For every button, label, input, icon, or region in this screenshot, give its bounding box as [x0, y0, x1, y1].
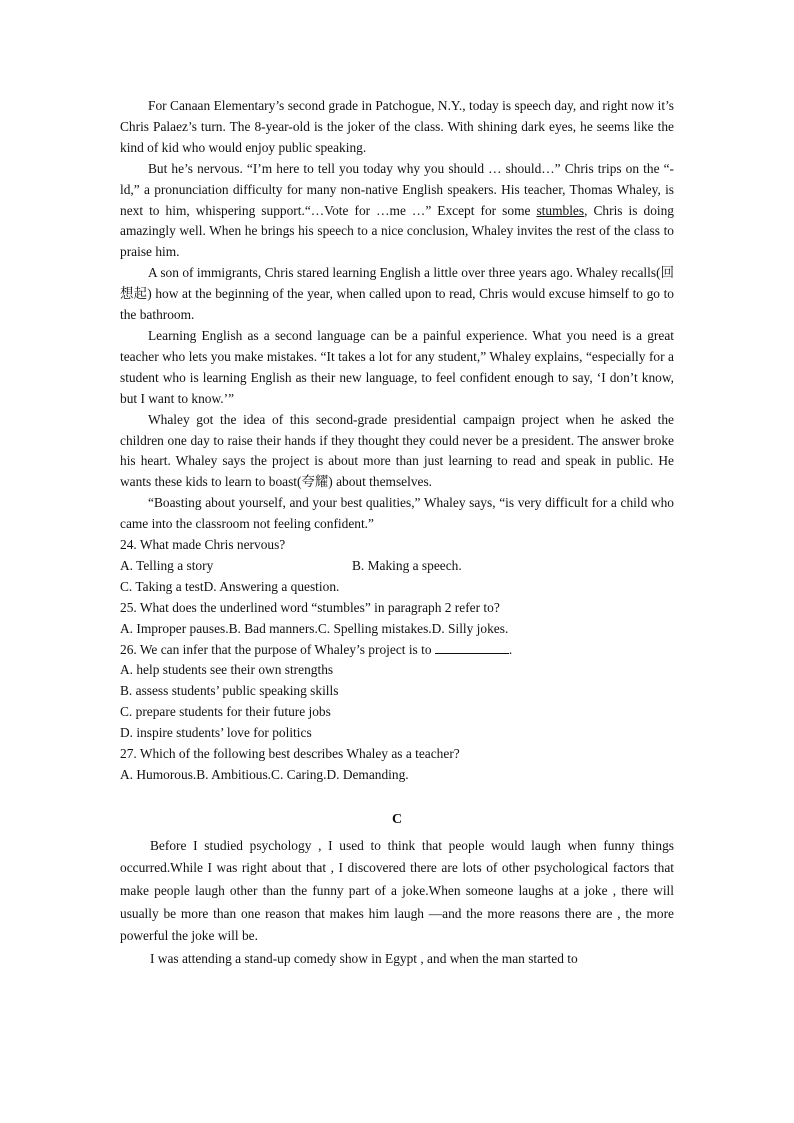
passage-c-paragraph-1: Before I studied psychology , I used to think that people would laugh when funny things occurred.While I was right about that , I discovered there are lots of other psychological factors that make people laugh other than the funny part of a joke.When someone laughs at a joke , there will usually be more than one reason that makes him laugh —and the more reasons there are , the more powerful the joke will be.: [120, 837, 674, 944]
question-24-options-ab: [120, 556, 674, 577]
passage-b-paragraph-5: Whaley got the idea of this second-grade presidential campaign project when he asked the children one day to raise their hands if they thought they could never be a president. The answer broke his heart. Whaley says the project is about more than just learning to read and speak in public. He wants these kids to learn to boast(夸耀) about themselves.: [120, 411, 674, 490]
question-24: 24. What made Chris nervous?: [120, 537, 286, 553]
paragraph-2-text-end: , Chris is doing amazingly well. When he brings his speech to a nice conclusion, Whaley invites the rest of the class to praise him.: [120, 202, 675, 260]
passage-b-paragraph-1: For Canaan Elementary’s second grade in Patchogue, N.Y., today is speech day, and right now it’s Chris Palaez’s turn. The 8-year-old is the joker of the class. With shining dark eyes, he seems like the kind of kid who would enjoy public speaking.: [120, 98, 674, 155]
question-26: 26. We can infer that the purpose of Whaley’s project is to .: [120, 641, 513, 657]
option-26-d: D. inspire students’ love for politics: [120, 725, 312, 741]
question-27: 27. Which of the following best describes Whaley as a teacher?: [120, 746, 460, 762]
passage-b-paragraph-3: A son of immigrants, Chris stared learning English a little over three years ago. Whaley recalls(回想起) how at the beginning of the year, when called upon to read, Chris would excuse himself to go to the bathroom.: [120, 265, 674, 323]
document-page: [120, 96, 674, 970]
option-24-a: A. Telling a story: [120, 557, 214, 573]
question-26-stem: 26. We can infer that the purpose of Whaley’s project is to: [120, 641, 435, 657]
passage-b-paragraph-2: [120, 159, 674, 264]
answer-blank: [435, 640, 509, 654]
option-26-b: B. assess students’ public speaking skills: [120, 683, 339, 699]
passage-b-paragraph-6: “Boasting about yourself, and your best qualities,” Whaley says, “is very difficult for a child who came into the classroom not feeling confident.”: [120, 495, 674, 532]
passage-c-paragraph-2: I was attending a stand-up comedy show in Egypt , and when the man started to: [150, 950, 578, 966]
section-heading-c: C: [391, 811, 403, 827]
question-25-options: A. Improper pauses.B. Bad manners.C. Spelling mistakes.D. Silly jokes.: [120, 620, 509, 636]
passage-b-paragraph-4: Learning English as a second language can be a painful experience. What you need is a great teacher who lets you make mistakes. “It takes a lot for any student,” Whaley explains, “especially for a student who is learning English as their new language, to feel confident enough to say, ‘I don’t know, but I want to know.’”: [120, 327, 674, 406]
option-24-b: B. Making a speech.: [352, 557, 462, 573]
question-27-options: A. Humorous.B. Ambitious.C. Caring.D. Demanding.: [120, 767, 409, 782]
question-25: 25. What does the underlined word “stumbles” in paragraph 2 refer to?: [120, 599, 500, 615]
option-26-c: C. prepare students for their future jobs: [120, 704, 331, 720]
paragraph-2-text-start: But he’s nervous. “I’m here to tell you today why you should … should…” Chris trips on the “-ld,” a pronunciation difficulty for many non-native English speakers. His teacher, Thomas Whaley, is next to him, whispering support.“…Vote for …me …” Except for some: [120, 160, 674, 218]
option-26-a: A. help students see their own strengths: [120, 662, 334, 678]
question-24-options-cd: C. Taking a testD. Answering a question.: [120, 578, 340, 594]
underlined-word-stumbles: stumbles: [536, 202, 585, 218]
